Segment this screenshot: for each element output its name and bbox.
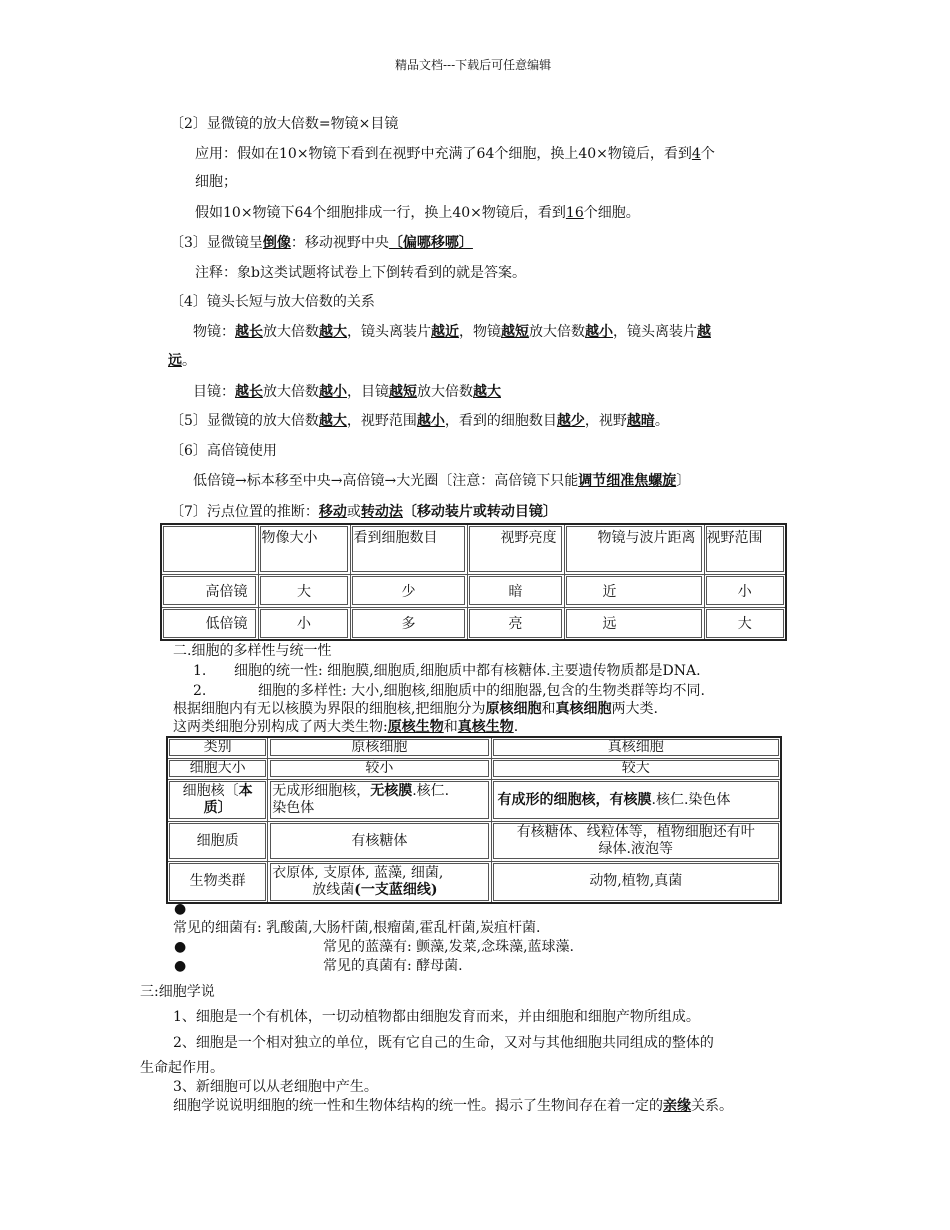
table-cell: 生物类群 <box>167 861 268 903</box>
table-cell: 小 <box>704 574 786 607</box>
cell-theory-summary: 细胞学说说明细胞的统一性和生物体结构的统一性。揭示了生物间存在着一定的亲缘关系。 <box>173 1098 733 1114</box>
application-line-1b: 细胞； <box>195 174 237 190</box>
fungi-list: 常见的真菌有: 酵母菌. <box>323 958 463 974</box>
table-cell: 细胞大小 <box>167 758 268 779</box>
table-cell: 远 <box>564 607 704 640</box>
table-cell: 大 <box>258 574 350 607</box>
table-cell: 细胞核〔本 质〕 <box>167 779 268 821</box>
table-cell: 动物,植物,真菌 <box>491 861 781 903</box>
unity-item-number: 1. <box>193 663 207 679</box>
table-cell: 细胞质 <box>167 821 268 861</box>
table-cell: 多 <box>350 607 467 640</box>
table-row <box>167 779 781 821</box>
cell-classification-line: 根据细胞内有无以核膜为界限的细胞核,把细胞分为原核细胞和真核细胞两大类. <box>173 701 658 717</box>
table-header-cell: 物像大小 <box>258 524 350 574</box>
cyanobacteria-list: 常见的蓝藻有: 颤藻,发菜,念珠藻,蓝球藻. <box>323 939 574 955</box>
section-3-title: 三:细胞学说 <box>140 984 215 1000</box>
stain-position-line: 〔7〕污点位置的推断：移动或转动法〔移动装片或转动目镜〕 <box>170 504 557 520</box>
table-cell: 较大 <box>491 758 781 779</box>
table-cell: 少 <box>350 574 467 607</box>
table-row <box>161 607 786 640</box>
diversity-item: 细胞的多样性: 大小,细胞核,细胞质中的细胞器,包含的生物类群等均不同. <box>258 683 705 699</box>
table-row <box>167 861 781 903</box>
inverted-image-line: 〔3〕显微镜呈倒像：移动视野中央〔偏哪移哪〕 <box>170 235 473 251</box>
objective-lens-line-end: 远。 <box>168 353 196 369</box>
table-cell: 暗 <box>467 574 564 607</box>
table-cell: 近 <box>564 574 704 607</box>
cell-theory-item-3: 3、新细胞可以从老细胞中产生。 <box>173 1079 378 1095</box>
bacteria-list: 常见的细菌有: 乳酸菌,大肠杆菌,根瘤菌,霍乱杆菌,炭疽杆菌. <box>173 920 541 936</box>
microscope-comparison-table <box>160 523 787 641</box>
objective-lens-line: 物镜：越长放大倍数越大，镜头离装片越近，物镜越短放大倍数越小，镜头离装片越 <box>193 324 711 340</box>
table-cell: 小 <box>258 607 350 640</box>
table-header-cell: 真核细胞 <box>491 737 781 758</box>
note-line: 注释：象b这类试题将试卷上下倒转看到的就是答案。 <box>195 265 526 281</box>
eyepiece-line: 目镜：越长放大倍数越小，目镜越短放大倍数越大 <box>193 384 501 400</box>
table-cell: 衣原体, 支原体, 蓝藻, 细菌, 放线菌(一支蓝细线) <box>268 861 491 903</box>
table-header-cell: 视野范围 <box>704 524 786 574</box>
application-line-2: 假如10×物镜下64个细胞排成一行，换上40×物镜后，看到16个细胞。 <box>195 205 640 221</box>
table-header-row <box>161 524 786 574</box>
page-header: 精品文档---下载后可任意编辑 <box>395 58 552 72</box>
unity-item: 细胞的统一性: 细胞膜,细胞质,细胞质中都有核糖体.主要遗传物质都是DNA. <box>234 663 701 679</box>
table-cell: 无成形细胞核，无核膜.核仁. 染色体 <box>268 779 491 821</box>
table-cell: 高倍镜 <box>161 574 258 607</box>
table-header-cell: 物镜与波片距离 <box>564 524 704 574</box>
table-cell: 亮 <box>467 607 564 640</box>
diversity-item-number: 2. <box>193 683 207 699</box>
table-cell: 有核糖体 <box>268 821 491 861</box>
table-cell: 大 <box>704 607 786 640</box>
high-power-steps: 低倍镜→标本移至中央→高倍镜→大光圈〔注意：高倍镜下只能调节细准焦螺旋〕 <box>193 473 691 489</box>
table-cell: 有成形的细胞核，有核膜.核仁.染色体 <box>491 779 781 821</box>
table-header-cell: 类别 <box>167 737 268 758</box>
table-cell: 有核糖体、线粒体等，植物细胞还有叶 绿体.液泡等 <box>491 821 781 861</box>
organism-classification-line: 这两类细胞分别构成了两大类生物:原核生物和真核生物. <box>173 719 519 735</box>
magnification-field-line: 〔5〕显微镜的放大倍数越大，视野范围越小，看到的细胞数目越少，视野越暗。 <box>170 413 669 429</box>
table-cell: 低倍镜 <box>161 607 258 640</box>
magnification-formula: 〔2〕显微镜的放大倍数=物镜×目镜 <box>170 116 399 132</box>
table-row <box>161 574 786 607</box>
bullet-icon: ● <box>174 939 187 955</box>
table-row <box>167 758 781 779</box>
table-cell: 较小 <box>268 758 491 779</box>
table-header-row <box>167 737 781 758</box>
bullet-icon: ● <box>174 958 187 974</box>
table-header-cell: 看到细胞数目 <box>350 524 467 574</box>
lens-length-heading: 〔4〕镜头长短与放大倍数的关系 <box>170 294 375 310</box>
table-header-cell: 原核细胞 <box>268 737 491 758</box>
bullet-icon: ● <box>174 901 187 917</box>
cell-theory-item-2: 2、细胞是一个相对独立的单位，既有它自己的生命，又对与其他细胞共同组成的整体的 <box>173 1035 714 1051</box>
prokaryote-eukaryote-table <box>166 736 782 904</box>
cell-theory-item-2-cont: 生命起作用。 <box>140 1060 224 1076</box>
high-power-heading: 〔6〕高倍镜使用 <box>170 443 277 459</box>
application-line-1: 应用：假如在10×物镜下看到在视野中充满了64个细胞，换上40×物镜后，看到4个 <box>195 146 715 162</box>
section-2-title: 二.细胞的多样性与统一性 <box>173 643 332 659</box>
table-header-cell: 视野亮度 <box>467 524 564 574</box>
table-header-cell <box>161 524 258 574</box>
table-row <box>167 821 781 861</box>
cell-theory-item-1: 1、细胞是一个有机体，一切动植物都由细胞发育而来，并由细胞和细胞产物所组成。 <box>173 1009 700 1025</box>
